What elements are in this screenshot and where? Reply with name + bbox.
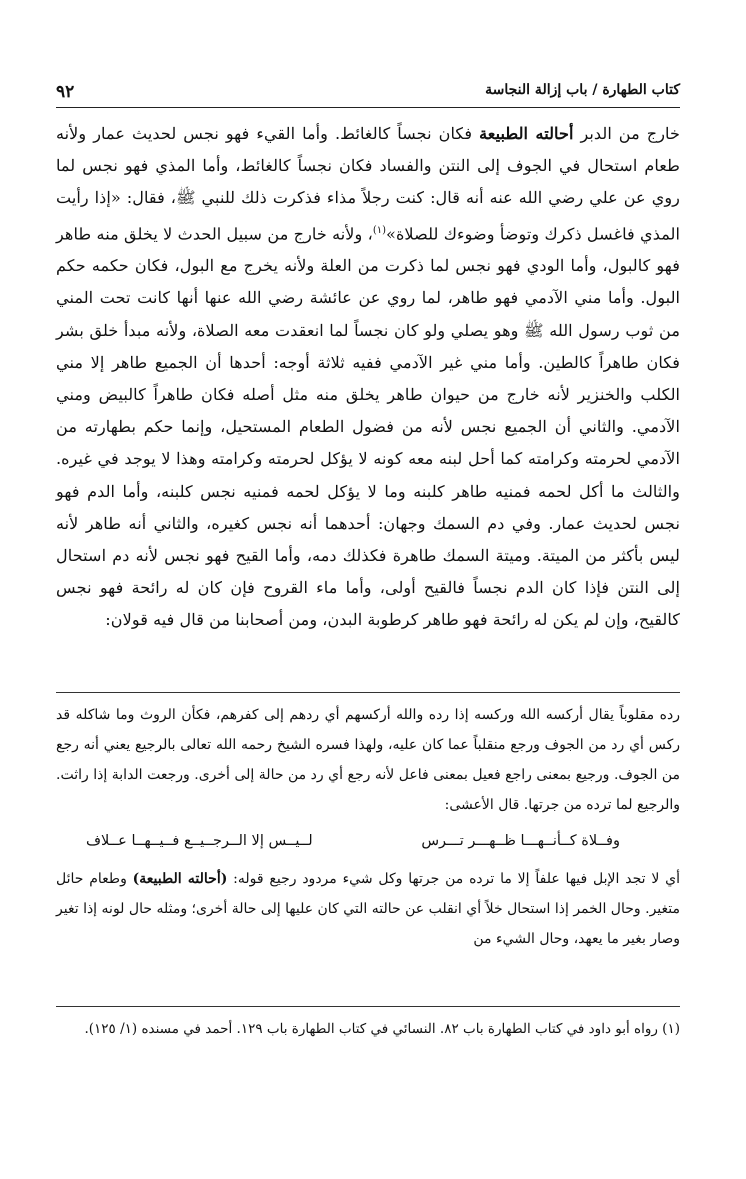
text-run: فكان نجساً كالغائط. وأما القيء فهو نجس لحديث عمار ولأنه طعام استحال في الجوف إلى النتن والفساد فكان نجساً كالغائط، وأما المذي فهو نجس لما روي عن علي رضي الله عنه أنه قال: كنت رجلاً مذاء فذكرت ذلك للنبي ﷺ، فقال: «إذا رأيت المذي فاغسل ذكرك وتوضأ وضوءك للصلاة» <box>56 124 680 243</box>
bold-term: أحالته الطبيعة <box>479 124 574 143</box>
poetry-verse <box>56 820 680 864</box>
page-number: ٩٢ <box>56 82 75 102</box>
commentary-separator <box>56 692 680 693</box>
page-header <box>56 82 680 108</box>
footnote-separator <box>56 1006 680 1007</box>
commentary-paragraph <box>56 864 680 954</box>
text-run: ، ولأنه خارج من سبيل الحدث لا يخلق منه طاهر فهو كالبول، وأما الودي فهو نجس لما ذكرت من العلة ولأنه يخرج مع البول، فكان حكمه حكم البول. وأما مني الآدمي فهو طاهر، لما روي عن عائشة رضي الله عنها أنها كانت تحت المني من ثوب رسول الله ﷺ وهو يصلي ولو كان نجساً لما انعقدت معه الصلاة، ولأنه مبدأ خلق بشر فكان طاهراً كالطين. وأما مني غير الآدمي ففيه ثلاثة أوجه: أحدها أن الجميع طاهر إلا مني الكلب والخنزير لأنه خارج من حيوان طاهر يخلق منه مثل أصله فكان طاهراً كالبيض ومني الآدمي. والثاني أن الجميع نجس لأنه من فضول الطعام المستحيل، وإنما حكم بطهارته من الآدمي لحرمته وكرامته كما أحل لبنه معه كونه لا يؤكل لحرمته وكرامته وهذا لا يوجد في غيره. والثالث ما أكل لحمه فمنيه طاهر كلبنه وما لا يؤكل لحمه فمنيه نجس كلبنه، وأما الدم فهو نجس لحديث عمار. وفي دم السمك وجهان: أحدهما أنه نجس كغيره، والثاني أنه طاهر لأنه ليس بأكثر من الميتة. وميتة السمك طاهرة فكذلك دمه، وأما القيح فهو نجس لأنه دم استحال إلى النتن فإذا كان الدم نجساً فالقيح أولى، وأما ماء القروح فإن كان له رائحة فهو نجس كالقيح، وإن لم يكن له رائحة فهو طاهر كرطوبة البدن، ومن أصحابنا من قال فيه قولان: <box>56 224 680 630</box>
main-paragraph <box>56 118 680 637</box>
bold-term: (أحالته الطبيعة) <box>132 871 228 887</box>
header-rule <box>56 107 680 108</box>
running-title: كتاب الطهارة / باب إزالة النجاسة <box>485 82 680 98</box>
main-text <box>56 118 680 637</box>
footnotes <box>56 1014 680 1044</box>
verse-second-hemistich: لــيــس إلا الــرجــيــع فــيــهــا عــلاف <box>86 833 313 849</box>
text-run: خارج من الدبر <box>573 124 680 143</box>
footnote-marker: (١) <box>372 224 387 236</box>
text-run: وطعام حائل متغير. وحال الخمر إذا استحال خلاً أي انقلب عن حالته التي كان عليها إلى حالة أخرى؛ ومثله حال لونه إذا تغير وصار بغير ما يعهد، وحال الشيء من <box>56 871 680 947</box>
commentary-paragraph: رده مقلوباً يقال أركسه الله وركسه إذا رده والله أركسهم أي ردهم إلى كفرهم، فكأن الروث وما شاكله قد ركس أي رد من الجوف ورجع منقلباً عما كان عليه، ولهذا فسره الشيخ رحمه الله تعالى بالرجيع يعني أنه رجع من الجوف. ورجيع بمعنى راجع فعيل بمعنى فاعل لأنه رجع أي رد من حالة إلى أخرى. ورجعت الدابة إذا راثت. والرجيع لما ترده من جرتها. قال الأعشى: <box>56 707 680 813</box>
page <box>56 0 680 1179</box>
commentary-section <box>56 700 680 954</box>
text-run: أي لا تجد الإبل فيها علفاً إلا ما ترده من جرتها وكل شيء مردود رجيع قوله: <box>227 871 680 887</box>
verse-first-hemistich: وفــلاة كــأنــهـــا ظــهـــر تـــرس <box>421 833 620 849</box>
footnote: (١) رواه أبو داود في كتاب الطهارة باب ٨٢. النسائي في كتاب الطهارة باب ١٢٩. أحمد في مسنده (١/ ١٢٥). <box>84 1021 680 1037</box>
